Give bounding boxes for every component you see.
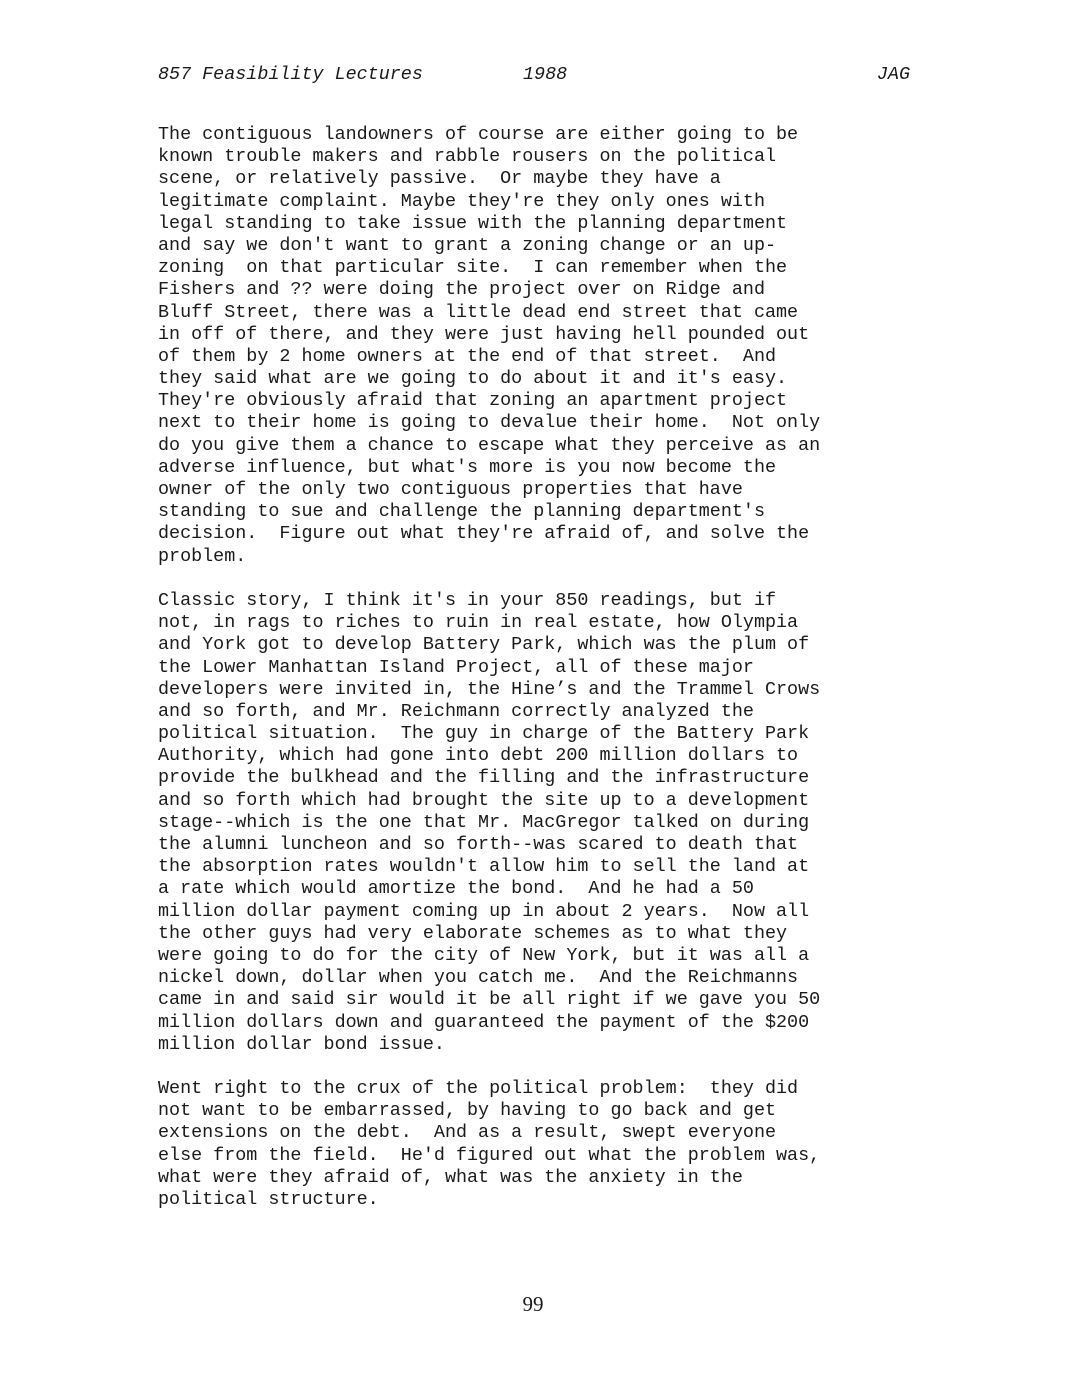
text-line: known trouble makers and rabble rousers on the political bbox=[158, 146, 777, 168]
text-line: adverse influence, but what's more is you now become the bbox=[158, 456, 777, 478]
text-line: the other guys had very elaborate schemes as to what they bbox=[158, 922, 788, 944]
text-line: decision. Figure out what they're afraid of, and solve the bbox=[158, 523, 810, 545]
text-line: Classic story, I think it's in your 850 readings, but if bbox=[158, 589, 777, 611]
text-line: political situation. The guy in charge of the Battery Park bbox=[158, 723, 810, 745]
text-line: owner of the only two contiguous properties that have bbox=[158, 479, 743, 500]
text-line: extensions on the debt. And as a result, swept everyone bbox=[158, 1122, 777, 1144]
text-line: came in and said sir would it be all right if we gave you 50 bbox=[158, 989, 821, 1011]
text-line: not want to be embarrassed, by having to go back and get bbox=[158, 1100, 777, 1122]
text-line: nickel down, dollar when you catch me. And the Reichmanns bbox=[158, 967, 799, 989]
paragraph bbox=[158, 124, 918, 568]
text-line: provide the bulkhead and the filling and the infrastructure bbox=[158, 767, 810, 789]
header-course-title: 857 Feasibility Lectures bbox=[158, 64, 423, 85]
text-line: Authority, which had gone into debt 200 million dollars to bbox=[158, 745, 799, 767]
text-line: million dollar payment coming up in about 2 years. Now all bbox=[158, 900, 810, 922]
text-line: political structure. bbox=[158, 1189, 379, 1210]
text-line: else from the field. He'd figured out what the problem was, bbox=[158, 1144, 821, 1166]
header-year: 1988 bbox=[523, 64, 568, 85]
text-line: do you give them a chance to escape what they perceive as an bbox=[158, 434, 821, 456]
text-line: stage--which is the one that Mr. MacGregor talked on during bbox=[158, 811, 810, 833]
text-line: Bluff Street, there was a little dead end street that came bbox=[158, 301, 799, 323]
page-number: 99 bbox=[522, 1292, 544, 1316]
body-text bbox=[158, 124, 918, 1233]
text-line: problem. bbox=[158, 545, 247, 567]
text-line: million dollar bond issue. bbox=[158, 1033, 445, 1055]
text-line: and York got to develop Battery Park, which was the plum of bbox=[158, 634, 810, 656]
text-line: they said what are we going to do about it and it's easy. bbox=[158, 368, 788, 390]
text-line: million dollars down and guaranteed the payment of the $200 bbox=[158, 1011, 810, 1033]
text-line: The contiguous landowners of course are either going to be bbox=[158, 124, 799, 145]
text-line: zoning on that particular site. I can remember when the bbox=[158, 257, 788, 279]
text-line: what were they afraid of, what was the anxiety in the bbox=[158, 1166, 743, 1188]
text-line: the Lower Manhattan Island Project, all of these major bbox=[158, 656, 754, 678]
text-line: a rate which would amortize the bond. And he had a 50 bbox=[158, 878, 754, 900]
text-line: in off of there, and they were just having hell pounded out bbox=[158, 323, 810, 345]
text-line: developers were invited in, the Hine’s and the Trammel Crows bbox=[158, 678, 821, 700]
text-line: legal standing to take issue with the planning department bbox=[158, 212, 788, 234]
text-line: scene, or relatively passive. Or maybe they have a bbox=[158, 168, 721, 190]
paragraph bbox=[158, 590, 918, 1056]
text-line: next to their home is going to devalue their home. Not only bbox=[158, 412, 821, 434]
text-line: Fishers and ?? were doing the project over on Ridge and bbox=[158, 279, 765, 301]
text-line: the absorption rates wouldn't allow him to sell the land at bbox=[158, 856, 810, 878]
text-line: not, in rags to riches to ruin in real estate, how Olympia bbox=[158, 612, 799, 634]
running-header bbox=[158, 62, 910, 88]
text-line: of them by 2 home owners at the end of that street. And bbox=[158, 345, 777, 367]
text-line: legitimate complaint. Maybe they're they only ones with bbox=[158, 190, 765, 212]
text-line: and so forth, and Mr. Reichmann correctly analyzed the bbox=[158, 700, 754, 722]
text-line: and say we don't want to grant a zoning change or an up- bbox=[158, 234, 777, 256]
header-author-initials: JAG bbox=[876, 64, 910, 85]
text-line: Went right to the crux of the political problem: they did bbox=[158, 1078, 799, 1100]
text-line: the alumni luncheon and so forth--was scared to death that bbox=[158, 834, 799, 855]
paragraph bbox=[158, 1078, 918, 1211]
text-line: They're obviously afraid that zoning an apartment project bbox=[158, 390, 788, 412]
text-line: and so forth which had brought the site up to a development bbox=[158, 789, 810, 811]
text-line: standing to sue and challenge the planning department's bbox=[158, 501, 765, 523]
text-line: were going to do for the city of New York, but it was all a bbox=[158, 944, 810, 966]
